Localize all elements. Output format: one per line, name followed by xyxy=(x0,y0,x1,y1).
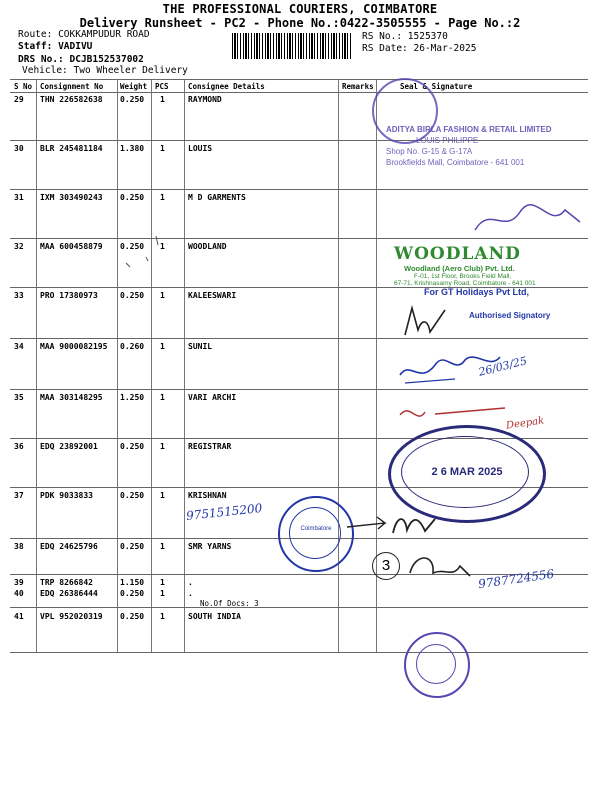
row-weight: 1.150 xyxy=(120,578,145,587)
col-consignment: Consignment No xyxy=(40,82,104,91)
company-title: THE PROFESSIONAL COURIERS, COIMBATORE xyxy=(162,2,438,16)
row-sno: 33 xyxy=(14,291,24,300)
row-consignment-no: MAA 600458879 xyxy=(40,242,103,251)
row-sno: 36 xyxy=(14,442,24,451)
row-weight: 0.250 xyxy=(120,193,145,202)
row-pcs: 1 xyxy=(160,291,165,300)
route-line xyxy=(18,29,150,40)
row-pcs: 1 xyxy=(160,242,165,251)
row-consignee: REGISTRAR xyxy=(188,442,232,451)
authorised-signatory: Authorised Signatory xyxy=(469,311,551,320)
row-consignment-no: MAA 303148295 xyxy=(40,393,103,402)
row-consignment-no: IXM 303490243 xyxy=(40,193,103,202)
row-consignee: WOODLAND xyxy=(188,242,227,251)
col-pcs: PCS xyxy=(155,82,169,91)
col-divider xyxy=(36,80,37,652)
woodland-company: Woodland (Aero Club) Pvt. Ltd. xyxy=(404,264,515,273)
row-consignment-no: PDK 9033833 xyxy=(40,491,93,500)
hardware-seal-inner xyxy=(416,644,456,684)
woodland-brand: WOODLAND xyxy=(394,244,521,264)
row-sno: 31 xyxy=(14,193,24,202)
table-bottom-rule xyxy=(10,652,588,653)
row-consignee: VARI ARCHI xyxy=(188,393,237,402)
state-fertilizer-seal xyxy=(278,496,354,572)
runsheet-subtitle: Delivery Runsheet - PC2 - Phone No.:0422-3505555 - Page No.:2 xyxy=(79,16,521,30)
col-divider xyxy=(117,80,118,652)
row-sno: 35 xyxy=(14,393,24,402)
woodland-addr2: 67-71, Krishnasamy Road, Coimbatore - 641 001 xyxy=(394,280,536,287)
row-weight: 0.250 xyxy=(120,491,145,500)
row-consignment-no: EDQ 26386444 xyxy=(40,589,98,598)
table-header-rule xyxy=(10,92,588,93)
row-weight: 0.250 xyxy=(120,242,145,251)
staff-value: VADIVU xyxy=(58,41,93,52)
handwritten-date: 26/03/25 xyxy=(477,354,529,379)
rs-date-line xyxy=(362,43,476,54)
row-consignee: KALEESWARI xyxy=(188,291,237,300)
col-divider xyxy=(184,80,185,652)
row-sno: 37 xyxy=(14,491,24,500)
seal-inner-ring xyxy=(289,507,341,559)
row-pcs: 1 xyxy=(160,578,165,587)
gt-holidays: For GT Holidays Pvt Ltd, xyxy=(424,287,530,297)
row-consignment-no: THN 226582638 xyxy=(40,95,103,104)
row-consignee: SOUTH INDIA xyxy=(188,612,241,621)
louis-stamp-line3: Brookfields Mall, Coimbatore - 641 001 xyxy=(386,158,525,167)
row-pcs: 1 xyxy=(160,491,165,500)
rs-no-value: 1525370 xyxy=(407,31,448,42)
woodland-addr1: F-01, 1st Floor, Brooks Field Mall, xyxy=(414,273,512,280)
drs-label: DRS No.: xyxy=(18,54,64,65)
row-consignee: SMR YARNS xyxy=(188,542,232,551)
row-consignment-no: VPL 952020319 xyxy=(40,612,103,621)
row-consignee: KRISHNAN xyxy=(188,491,227,500)
row-sno: 30 xyxy=(14,144,24,153)
louis-stamp-line1: LOUIS PHILIPPE xyxy=(416,136,479,145)
row-sno: 38 xyxy=(14,542,24,551)
row-sno: 41 xyxy=(14,612,24,621)
row-consignment-no: MAA 9000082195 xyxy=(40,342,108,351)
smr-yarns-signature xyxy=(405,548,475,588)
louis-stamp-line2: Shop No. G-15 & G-17A xyxy=(386,147,473,156)
staff-label: Staff: xyxy=(18,41,53,52)
deepak-handwriting: Deepak xyxy=(505,415,545,432)
route-label: Route: xyxy=(18,29,53,40)
row-sno: 29 xyxy=(14,95,24,104)
row-pcs: 1 xyxy=(160,542,165,551)
row-sno: 40 xyxy=(14,589,24,598)
handwritten-phone-2: 9787724556 xyxy=(477,566,555,592)
row-consignee: . xyxy=(188,589,193,598)
row-weight: 0.250 xyxy=(120,612,145,621)
docs-count: No.Of Docs: 3 xyxy=(200,599,259,608)
row-consignee: RAYMOND xyxy=(188,95,222,104)
handwritten-phone-1: 9751515200 xyxy=(185,501,263,523)
row-sno: 39 xyxy=(14,578,24,587)
route-value: COKKAMPUDUR ROAD xyxy=(58,29,150,40)
md-garments-signature xyxy=(470,200,590,240)
row-pcs: 1 xyxy=(160,342,165,351)
row-consignee: . xyxy=(188,578,193,587)
row-consignment-no: TRP 8266842 xyxy=(40,578,93,587)
rs-no-label: RS No.: xyxy=(362,31,403,42)
row-weight: 0.250 xyxy=(120,542,145,551)
row-pcs: 1 xyxy=(160,144,165,153)
row-pcs: 1 xyxy=(160,193,165,202)
row-pcs: 1 xyxy=(160,612,165,621)
row-weight: 0.250 xyxy=(120,95,145,104)
louis-stamp-top: ADITYA BIRLA FASHION & RETAIL LIMITED xyxy=(386,125,552,134)
table-top-rule xyxy=(10,79,588,80)
row-pcs: 1 xyxy=(160,95,165,104)
col-sno: S No xyxy=(14,82,33,91)
col-weight: Weight xyxy=(120,82,148,91)
row-pcs: 1 xyxy=(160,393,165,402)
vehicle-value: Two Wheeler Delivery xyxy=(73,65,188,76)
row-consignee: SUNIL xyxy=(188,342,213,351)
row-sno: 32 xyxy=(14,242,24,251)
row-consignment-no: BLR 245481184 xyxy=(40,144,103,153)
registrar-stamp-date: 2 6 MAR 2025 xyxy=(431,466,503,478)
row-weight: 0.260 xyxy=(120,342,145,351)
vehicle-label: Vehicle: xyxy=(22,65,68,76)
row-pcs: 1 xyxy=(160,589,165,598)
row-pcs: 1 xyxy=(160,442,165,451)
seal-city: Coimbatore xyxy=(300,526,332,532)
barcode-image xyxy=(232,33,352,59)
row-consignment-no: EDQ 23892001 xyxy=(40,442,98,451)
row-consignee: LOUIS xyxy=(188,144,213,153)
row-sno: 34 xyxy=(14,342,24,351)
hardware-tools-seal xyxy=(404,632,470,698)
vehicle-line xyxy=(22,65,188,76)
row-divider xyxy=(10,607,588,608)
circled-number: 3 xyxy=(372,552,400,580)
krishnan-signature xyxy=(345,505,440,545)
row-weight: 1.380 xyxy=(120,144,145,153)
drs-value: DCJB152537002 xyxy=(69,54,144,65)
kaleeswari-signature xyxy=(400,300,450,340)
row-consignment-no: EDQ 24625796 xyxy=(40,542,98,551)
row-consignment-no: PRO 17380973 xyxy=(40,291,98,300)
rs-date-label: RS Date: xyxy=(362,43,408,54)
col-divider xyxy=(151,80,152,652)
louis-philippe-stamp xyxy=(386,124,576,196)
row-consignee: M D GARMENTS xyxy=(188,193,246,202)
row-weight: 0.250 xyxy=(120,589,145,598)
col-divider xyxy=(338,80,339,652)
row-weight: 0.250 xyxy=(120,442,145,451)
drs-line xyxy=(18,54,144,65)
row-weight: 0.250 xyxy=(120,291,145,300)
col-remarks: Remarks xyxy=(342,82,374,91)
col-seal: Seal & Signature xyxy=(400,82,473,91)
pencil-tick-marks xyxy=(118,233,168,273)
col-consignee: Consignee Details xyxy=(188,82,265,91)
rs-date-value: 26-Mar-2025 xyxy=(413,43,477,54)
rs-no-line xyxy=(362,31,448,42)
row-weight: 1.250 xyxy=(120,393,145,402)
staff-line xyxy=(18,41,92,52)
